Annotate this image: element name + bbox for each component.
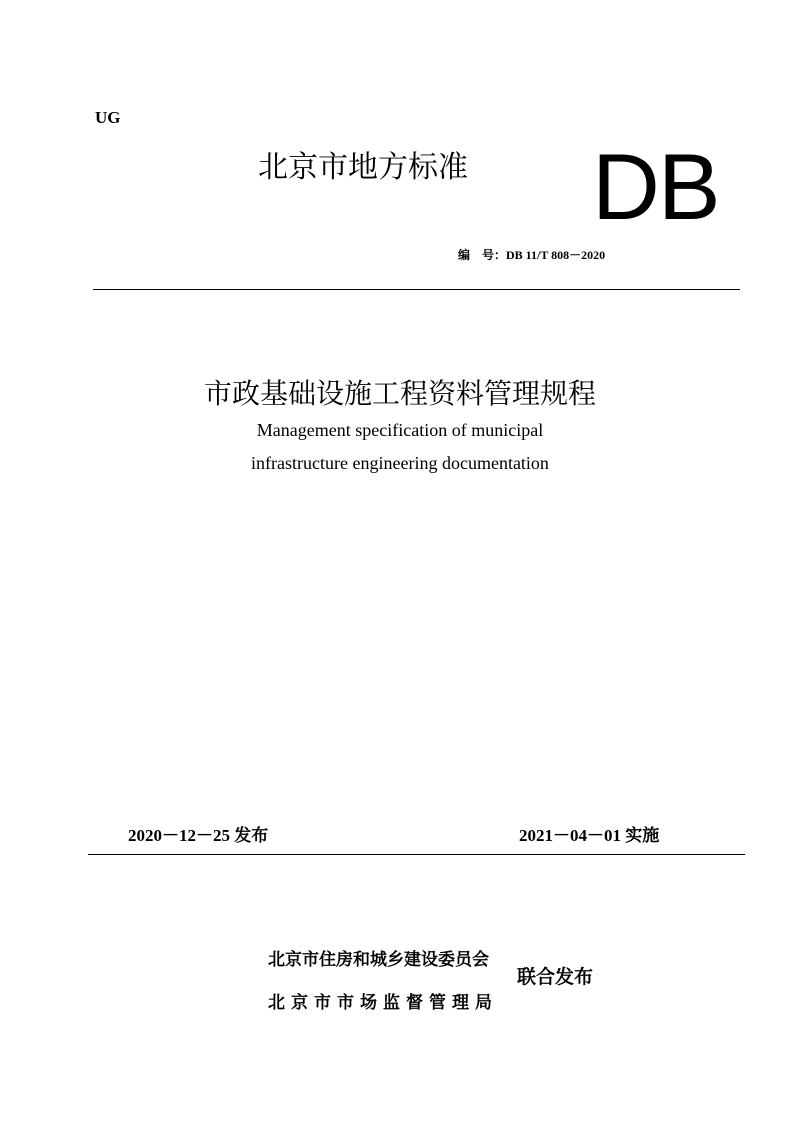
standard-number	[458, 246, 605, 263]
classification-code: UG	[95, 108, 121, 127]
bottom-divider	[88, 854, 745, 855]
joint-issue-label: 联合发布	[517, 966, 594, 988]
document-title-english-line1: Management specification of municipal	[256, 420, 544, 440]
standard-mark: DB	[592, 134, 719, 239]
standard-number-value: DB 11/T 808－2020	[506, 248, 606, 262]
issue-date-value: 2020－12－25	[128, 826, 230, 845]
standard-type: 北京市地方标准	[258, 150, 468, 185]
top-divider	[93, 289, 740, 290]
implementation-date-label: 实施	[625, 826, 660, 846]
standard-number-label: 编 号：	[458, 248, 507, 262]
issuer-market-regulation: 北京市市场监督管理局	[268, 993, 498, 1013]
implementation-date-value: 2021－04－01	[519, 826, 621, 845]
issue-date-label: 发布	[234, 826, 269, 846]
document-title-chinese: 市政基础设施工程资料管理规程	[203, 377, 596, 410]
issuer-housing-commission: 北京市住房和城乡建设委员会	[268, 950, 489, 970]
issue-date	[128, 821, 268, 846]
implementation-date	[519, 821, 659, 846]
document-title-english-line2: infrastructure engineering documentation	[251, 453, 549, 473]
